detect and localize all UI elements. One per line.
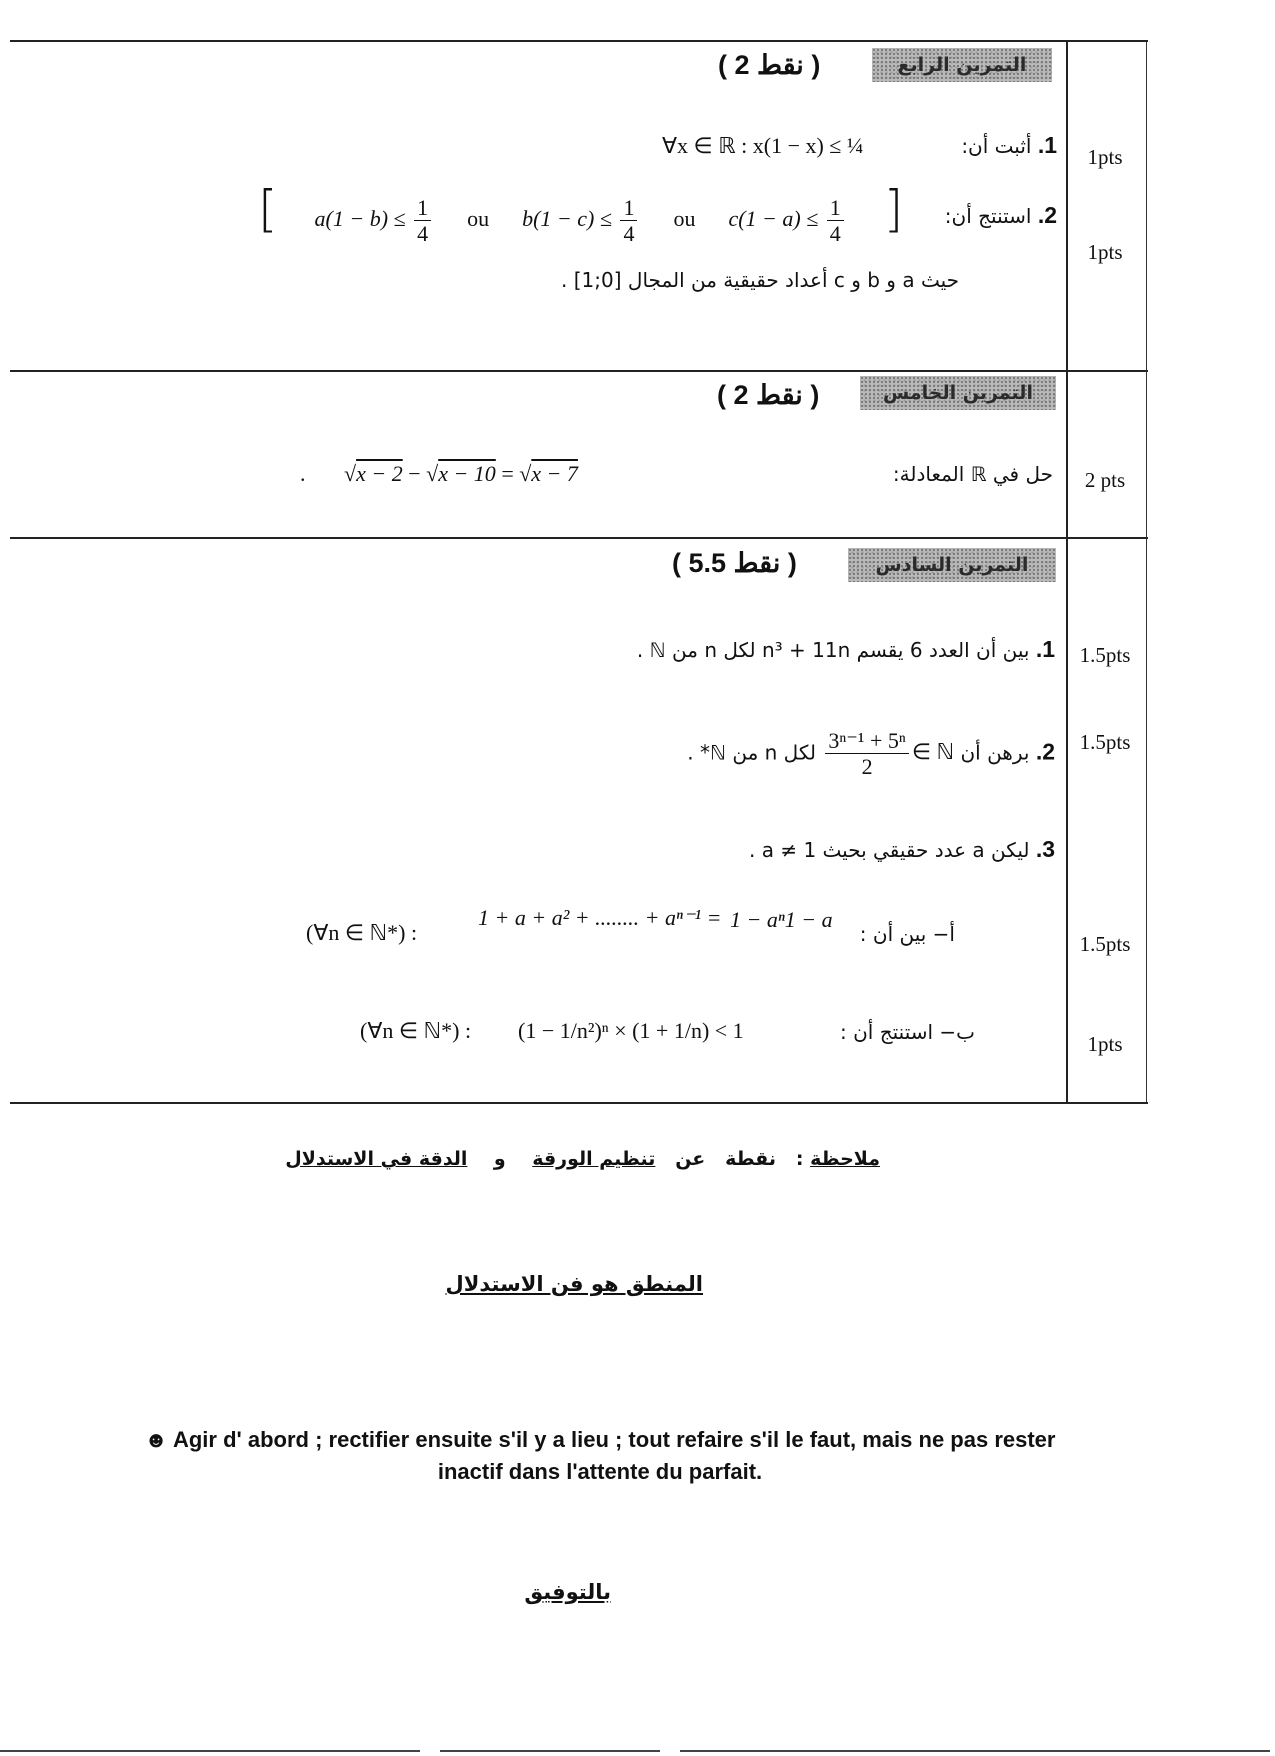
ex4-ineq-a: a(1 − b) ≤ <box>314 206 406 231</box>
ex6-q3 <box>749 836 1055 863</box>
footer-line-left <box>0 1750 420 1752</box>
ex6-q1 <box>637 636 1055 663</box>
ex6-q3a-quant: (∀n ∈ ℕ*) : <box>306 920 418 945</box>
ex4-q2 <box>945 202 1057 229</box>
ex6-q2-text: برهن أن <box>960 740 1030 765</box>
ex4-q2-where: حيث a و b و c أعداد حقيقية من المجال [0;1] . <box>561 268 959 292</box>
ex6-q3a-frac <box>730 907 833 933</box>
ex6-q2-in: ∈ ℕ <box>911 738 955 764</box>
eq-left: x − 2 <box>356 461 403 486</box>
ex4-q1-math: ∀x ∈ ℝ : x(1 − x) ≤ ¼ <box>662 133 864 158</box>
ex4-q1-number: 1. <box>1037 132 1057 158</box>
ex6-q1-number: 1. <box>1035 636 1055 662</box>
ex6-q1-pts: 1.5pts <box>1079 643 1131 667</box>
frac-num: 1 − aⁿ <box>729 906 785 932</box>
left-bracket: [ <box>258 180 278 238</box>
slogan-text: المنطق هو فن الاستدلال <box>445 1272 703 1296</box>
right-bracket: ] <box>883 180 904 238</box>
footer-line-mid <box>440 1750 660 1752</box>
ex4-frac-c <box>827 195 844 247</box>
ex4-ineq-c: c(1 − a) ≤ <box>728 206 819 231</box>
ex6-q2-pts: 1.5pts <box>1079 730 1131 754</box>
ex6-q3b-expr: (1 − 1/n²)ⁿ × (1 + 1/n) < 1 <box>518 1018 744 1043</box>
exercise-6-points: ( 5.5 نقط ) <box>672 548 797 578</box>
row-divider <box>10 537 1148 539</box>
ex6-q3a-text: أ− بين أن : <box>859 922 955 946</box>
ex6-q3a-pts: 1.5pts <box>1079 932 1131 956</box>
ex4-q1 <box>961 132 1057 159</box>
ex4-frac-b <box>620 195 637 247</box>
ex6-q3-number: 3. <box>1035 836 1055 862</box>
ex4-q2-math <box>258 180 903 247</box>
ex6-q2-tail: لكل n من ℕ* . <box>687 740 816 765</box>
note-colon: : <box>795 1148 804 1170</box>
ex5-text: حل في ℝ المعادلة: <box>892 462 1053 486</box>
note-text-2: عن <box>675 1148 706 1170</box>
exercise-5-title: التمرين الخامس <box>860 376 1056 410</box>
ex6-q2 <box>687 728 1055 780</box>
ex6-q2-number: 2. <box>1035 738 1055 765</box>
eq-right: x − 7 <box>531 461 578 486</box>
ex5-pts: 2 pts <box>1084 468 1126 492</box>
smiley-icon: ☻ <box>144 1427 168 1452</box>
exercise-4-title: التمرين الرابع <box>872 48 1052 82</box>
ex6-q3a-sum: 1 + a + a² + ........ + aⁿ⁻¹ = <box>478 905 722 930</box>
frac-den: 4 <box>620 220 637 246</box>
good-luck-text: بالتوفيق <box>524 1580 611 1604</box>
note-and: و <box>493 1148 506 1170</box>
note-precision: الدقة في الاستدلال <box>285 1148 468 1170</box>
note-label: ملاحظة <box>810 1148 880 1170</box>
good-luck <box>524 1580 611 1604</box>
motto-line-2: inactif dans l'attente du parfait. <box>437 1458 763 1484</box>
exercise-4-points: ( 2 نقط ) <box>718 50 821 80</box>
ex6-q3b-pts: 1pts <box>1087 1032 1123 1056</box>
row-divider <box>10 370 1148 372</box>
ex4-q2-number: 2. <box>1037 202 1057 228</box>
ex6-q3a-math <box>478 905 836 933</box>
ex4-or-1: ou <box>467 206 490 231</box>
ex4-q1-text: أثبت أن: <box>961 134 1032 158</box>
frac-den: 4 <box>827 220 844 246</box>
frac-den: 1 − a <box>784 906 833 932</box>
frac-den: 2 <box>825 753 908 779</box>
frac-num: 1 <box>417 195 429 221</box>
frac-num: 3ⁿ⁻¹ + 5ⁿ <box>828 728 906 753</box>
note-line <box>285 1148 880 1170</box>
ex4-q2-text: استنتج أن: <box>944 204 1032 228</box>
ex4-or-2: ou <box>673 206 696 231</box>
ex4-ineq-b: b(1 − c) ≤ <box>522 206 612 231</box>
motto-line-1: Agir d' abord ; rectifier ensuite s'il y a lieu ; tout refaire s'il le faut, mais ne pas rester <box>172 1427 1056 1452</box>
ex4-q1-pts: 1pts <box>1087 145 1123 169</box>
motto <box>50 1424 1150 1488</box>
ex6-q2-math <box>822 728 954 780</box>
ex6-q3b-text: ب− استنتج أن : <box>840 1020 975 1044</box>
slogan <box>446 1272 703 1296</box>
ex6-q1-text: بين أن العدد 6 يقسم n³ + 11n لكل n من ℕ . <box>636 638 1030 662</box>
ex5-equation: . √x − 2 − √x − 10 = √x − 7 <box>300 461 578 486</box>
ex4-frac-a <box>414 195 431 247</box>
ex4-q2-pts: 1pts <box>1087 240 1123 264</box>
exercise-6-title: التمرين السادس <box>848 548 1056 582</box>
note-organization: تنظيم الورقة <box>532 1148 656 1170</box>
frac-den: 4 <box>414 220 431 246</box>
ex6-q3b-quant: (∀n ∈ ℕ*) : <box>360 1018 472 1043</box>
eq-mid: x − 10 <box>438 461 496 486</box>
note-text-1: نقطة <box>725 1148 776 1170</box>
ex6-q3-text: ليكن a عدد حقيقي بحيث a ≠ 1 . <box>749 838 1030 862</box>
footer-line-right <box>680 1750 1270 1752</box>
frac-num: 1 <box>623 195 635 221</box>
frac-num: 1 <box>829 195 841 221</box>
ex6-q2-frac <box>825 728 908 780</box>
exercise-5-points: ( 2 نقط ) <box>717 380 820 410</box>
